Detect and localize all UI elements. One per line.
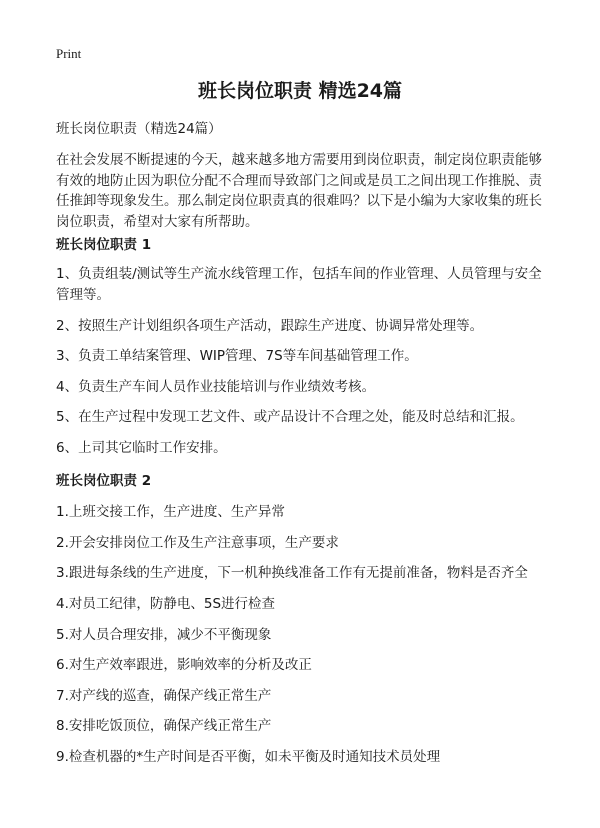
list-item: 6、上司其它临时工作安排。 <box>56 440 227 456</box>
page-title: 班长岗位职责 精选24篇 <box>197 80 403 102</box>
list-item: 2、按照生产计划组织各项生产活动，跟踪生产进度、协调异常处理等。 <box>56 318 484 334</box>
intro-paragraph: 在社会发展不断提速的今天，越来越多地方需要用到岗位职责，制定岗位职责能够有效的地防止因为职位分配不合理而导致部门之间或是员工之间出现工作推脱、责任推卸等现象发生。那么制定岗位职责真的很难吗？以下是小编为大家收集的班长岗位职责，希望对大家有所帮助。 <box>56 152 542 230</box>
list-item: 4、负责生产车间人员作业技能培训与作业绩效考核。 <box>56 379 376 395</box>
print-label: Print <box>56 46 82 61</box>
list-item: 5、在生产过程中发现工艺文件、或产品设计不合理之处，能及时总结和汇报。 <box>56 409 524 425</box>
list-item: 5.对人员合理安排，减少不平衡现象 <box>56 627 272 643</box>
section-heading-2: 班长岗位职责 2 <box>56 473 152 489</box>
list-item: 3、负责工单结案管理、WIP管理、7S等车间基础管理工作。 <box>56 348 418 364</box>
list-item: 2.开会安排岗位工作及生产注意事项，生产要求 <box>56 535 339 551</box>
section-heading-1: 班长岗位职责 1 <box>56 237 152 253</box>
list-item: 8.安排吃饭顶位，确保产线正常生产 <box>56 718 272 734</box>
list-item: 3.跟进每条线的生产进度，下一机种换线准备工作有无提前准备，物料是否齐全 <box>56 565 528 581</box>
list-item: 6.对生产效率跟进，影响效率的分析及改正 <box>56 657 312 673</box>
list-item: 9.检查机器的*生产时间是否平衡，如未平衡及时通知技术员处理 <box>56 749 441 765</box>
list-item: 1.上班交接工作，生产进度、生产异常 <box>56 504 285 520</box>
list-item: 1、负责组装/测试等生产流水线管理工作，包括车间的作业管理、人员管理与安全管理等。 <box>56 266 542 303</box>
list-item: 4.对员工纪律，防静电、5S进行检查 <box>56 596 276 612</box>
document-subtitle: 班长岗位职责（精选24篇） <box>56 121 222 137</box>
list-item: 7.对产线的巡查，确保产线正常生产 <box>56 688 272 704</box>
